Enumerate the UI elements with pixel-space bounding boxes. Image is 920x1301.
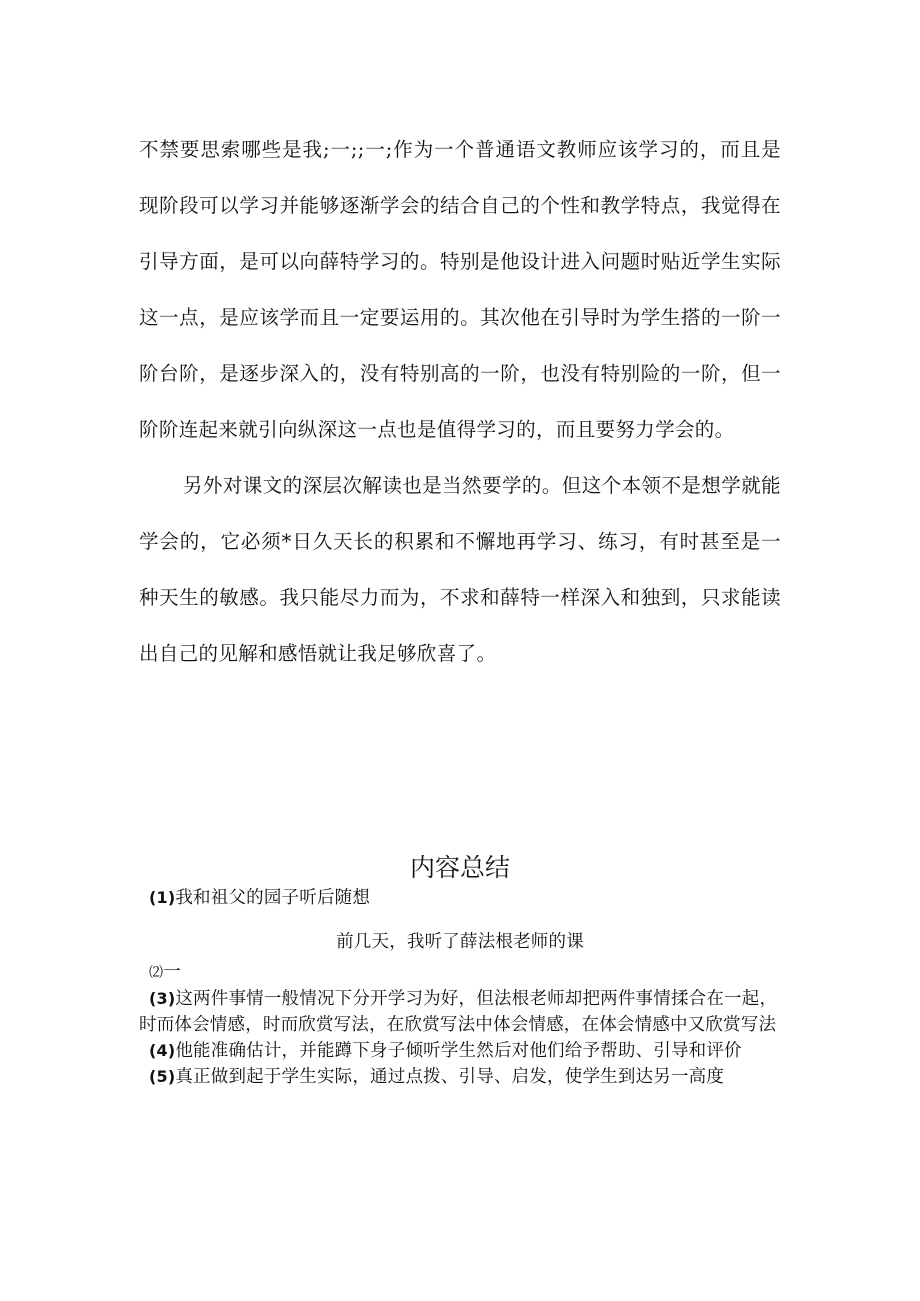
summary-item — [139, 959, 781, 986]
summary-item-centered: 前几天，我听了薛法根老师的课 — [336, 932, 584, 952]
item-number: (3) — [149, 989, 176, 1008]
summary-title: 内容总结 — [409, 853, 510, 882]
item-number: (4) — [149, 1041, 176, 1060]
paragraph: 不禁要思索哪些是我;一;;一;作为一个普通语文教师应该学习的，而且是现阶段可以学习并能够逐渐学会的结合自己的个性和教学特点，我觉得在引导方面，是可以向薛特学习的。特别是他设计进入问题时贴近学生实际这一点，是应该学而且一定要运用的。其次他在引导时为学生搭的一阶一阶台阶，是逐步深入的，没有特别高的一阶，也没有特别险的一阶，但一阶阶连起来就引向纵深这一点也是值得学习的，而且要努力学会的。 — [139, 138, 781, 441]
summary-item — [139, 986, 781, 1038]
item-text: 这两件事情一般情况下分开学习为好，但法根老师却把两件事情揉合在一起，时而体会情感，时而欣赏写法，在欣赏写法中体会情感，在体会情感中又欣赏写法 — [139, 989, 778, 1035]
summary-list — [139, 885, 781, 1090]
item-number: (5) — [149, 1067, 176, 1086]
summary-item — [139, 1038, 781, 1064]
item-text: 我和祖父的园子听后随想 — [175, 888, 371, 908]
summary-item — [139, 1064, 781, 1090]
summary-item — [139, 885, 781, 911]
body-text — [139, 122, 781, 682]
item-number: (1) — [149, 888, 176, 907]
item-text: 真正做到起于学生实际，通过点拨、引导、启发，使学生到达另一高度 — [175, 1067, 725, 1087]
paragraph: 另外对课文的深层次解读也是当然要学的。但这个本领不是想学就能学会的，它必须*日久天长的积累和不懈地再学习、练习，有时甚至是一种天生的敏感。我只能尽力而为，不求和薛特一样深入和独到，只求能读出自己的见解和感悟就让我足够欣喜了。 — [139, 474, 781, 665]
item-number: ⑵ — [149, 965, 164, 981]
item-text: 他能准确估计，并能蹲下身子倾听学生然后对他们给予帮助、引导和评价 — [175, 1041, 742, 1061]
item-text: 一 — [163, 962, 181, 982]
